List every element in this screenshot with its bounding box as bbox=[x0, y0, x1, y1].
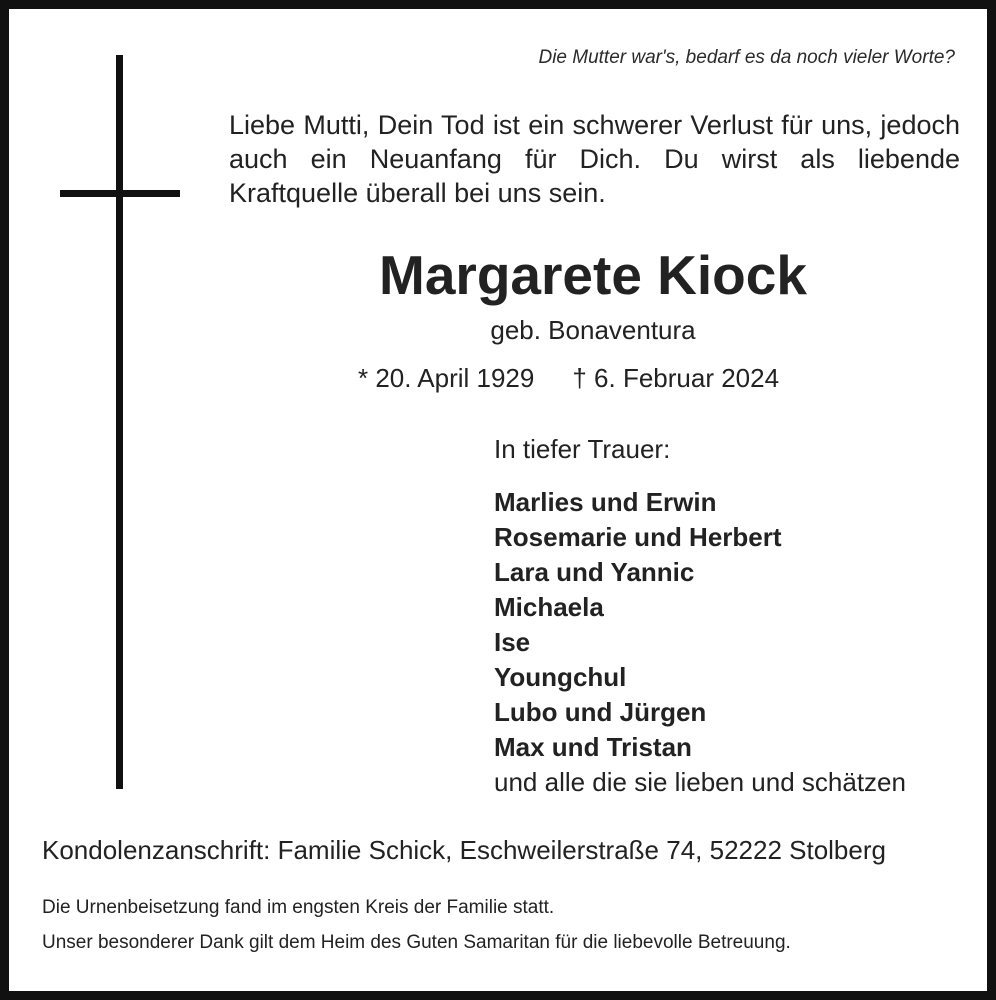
birth-name: geb. Bonaventura bbox=[490, 315, 696, 345]
deceased-name: Margarete Kiock bbox=[379, 244, 807, 306]
mourner-item: Ise bbox=[494, 627, 531, 657]
cross-horizontal-bar bbox=[60, 190, 180, 197]
mourner-item: Max und Tristan bbox=[494, 732, 692, 762]
mourner-item: Youngchul bbox=[494, 662, 627, 692]
mourners-list bbox=[494, 485, 782, 765]
death-date: † 6. Februar 2024 bbox=[572, 363, 780, 393]
mourner-item: Rosemarie und Herbert bbox=[494, 522, 782, 552]
condolence-address: Kondolenzanschrift: Familie Schick, Eschweilerstraße 74, 52222 Stolberg bbox=[42, 835, 886, 865]
mourner-item: Michaela bbox=[494, 592, 604, 622]
epigraph-quote: Die Mutter war's, bedarf es da noch vieler Worte? bbox=[538, 47, 955, 68]
mourner-item: Marlies und Erwin bbox=[494, 487, 717, 517]
thanks-note: Unser besonderer Dank gilt dem Heim des Guten Samaritan für die liebevolle Betreuung. bbox=[42, 932, 791, 953]
mourner-item: Lara und Yannic bbox=[494, 557, 695, 587]
life-dates bbox=[358, 363, 779, 394]
mourner-item: Lubo und Jürgen bbox=[494, 697, 707, 727]
mourning-heading: In tiefer Trauer: bbox=[494, 434, 671, 464]
birth-date: * 20. April 1929 bbox=[358, 363, 535, 393]
intro-text: Liebe Mutti, Dein Tod ist ein schwerer Verlust für uns, jedoch auch ein Neuanfang für Dich. Du wirst als liebende Kraftquelle überall bei uns sein. bbox=[229, 110, 960, 208]
mourners-tail: und alle die sie lieben und schätzen bbox=[494, 767, 906, 797]
cross-vertical-bar bbox=[116, 55, 123, 789]
burial-note: Die Urnenbeisetzung fand im engsten Kreis der Familie statt. bbox=[42, 897, 555, 918]
